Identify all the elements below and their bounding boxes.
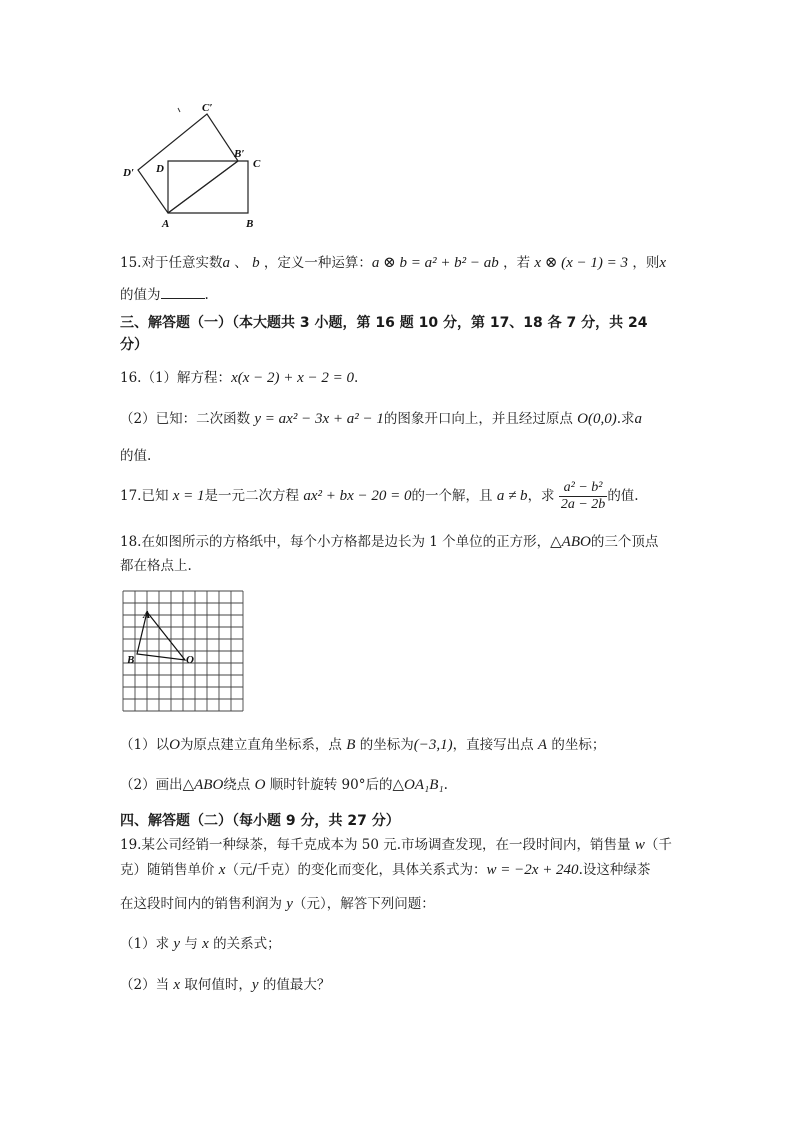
q18-part1 [120,736,605,754]
q17-denominator: 2a − 2b [560,497,606,512]
q18-text: （2）画出 [120,777,183,793]
q19-var-w: w [634,837,645,853]
q19-text: 在这段时间内的销售利润为 [120,896,287,912]
label-c: C [253,158,261,170]
q19-var-y: y [173,936,181,952]
q19-text: （2）当 [120,977,174,993]
q15-text: ，则 [628,255,660,271]
q15-op-eq: x ⊗ (x − 1) = 3 [534,255,629,271]
edge-mark [178,108,180,112]
q18-var-o: O [169,737,180,753]
q19-line3 [120,895,435,913]
section3-heading-line1: 三、解答题（一）（本大题共 3 小题，第 16 题 10 分，第 17、18 各 7 分，共 24 [120,315,648,331]
label-b: B [246,218,254,230]
q19-text: 取何值时， [180,977,252,993]
label-c-prime: C′ [202,102,213,114]
q17-text: 的值. [607,488,639,504]
q15-text: ，定义一种运算： [259,255,372,271]
answer-blank[interactable] [161,286,205,299]
q16-text: .求 [616,411,635,427]
q18-text: 的坐标； [547,737,606,753]
q16-equation: x(x − 2) + x − 2 = 0 [231,370,355,386]
label-a: A [162,218,170,230]
q18-text: （1）以 [120,737,170,753]
q18-triangle: △ABO [550,534,591,550]
q19-line2 [120,861,650,879]
q15-line2 [120,286,209,304]
grid-label-a: A [143,609,151,621]
rect-abcd [168,161,248,213]
q18-text: 18.在如图所示的方格纸中，每个小方格都是边长为 1 个单位的正方形， [120,534,551,550]
section4-heading-text: 四、解答题（二）（每小题 9 分，共 27 分） [120,813,400,829]
q15-text: 15.对于任意实数 [120,255,223,271]
q19-part1 [120,935,281,953]
q17-condition: x = 1 [172,488,205,504]
q16-point: O(0,0) [577,411,617,427]
q19-text: .设这种绿茶 [578,862,651,878]
q19-text: 19.某公司经销一种绿茶，每千克成本为 50 元.市场调查发现，在一段时间内，销售量 [120,837,635,853]
q15-text: 的值为 [120,287,161,303]
q18-var-b: B [346,737,356,753]
q19-text: （元），解答下列问题： [292,896,435,912]
label-b-prime: B′ [234,148,245,160]
q17-text: 是一元二次方程 [204,488,304,504]
q18-triangle: △ABO [182,777,224,793]
q18-text: 顺时针旋转 90°后的 [265,777,393,793]
q16-var-a: a [634,411,643,427]
q19-text: （1）求 [120,936,174,952]
q18-text: 都在格点上. [120,558,192,574]
q18-text: 的坐标为 [355,737,414,753]
q18-line1 [120,533,658,551]
q18-text: ，直接写出点 [452,737,538,753]
q19-text: （千 [644,837,672,853]
q16-text: 16.（1）解方程： [120,370,232,386]
q18-var-o: O [254,777,266,793]
q16-function: y = ax² − 3x + a² − 1 [254,411,384,427]
q18-line2 [120,557,192,575]
q19-var-x: x [218,862,226,878]
segment-db [168,161,238,213]
q19-var-x: x [173,977,181,993]
label-d-prime: D′ [123,167,135,179]
q16-part2-cont [120,447,151,465]
q18-text: 绕点 [223,777,255,793]
q17-equation: ax² + bx − 20 = 0 [303,488,412,504]
q15-text: . [204,287,209,303]
q18-text: . [443,777,448,793]
q16-text: 的值. [120,448,152,464]
q19-part2 [120,976,330,994]
q19-var-y: y [286,896,293,912]
q17 [120,478,639,514]
q17-numerator: a² − b² [559,480,607,497]
q18-coord: (−3,1) [413,737,453,753]
q17-text: 的一个解，且 [411,488,497,504]
q17-fraction [559,480,607,513]
grid-figure [118,588,248,718]
q18-text: 的三个顶点 [590,534,659,550]
q16-text: （2）已知：二次函数 [120,411,255,427]
q16-part1 [120,369,358,387]
q19-text: 与 [180,936,203,952]
section3-heading-cont [120,336,148,354]
q16-text: . [354,370,359,386]
q16-text: 的图象开口向上，并且经过原点 [383,411,578,427]
q19-text: （元/千克）的变化而变化，具体关系式为： [225,862,487,878]
q19-text: 克）随销售单价 [120,862,219,878]
section3-heading [120,314,648,332]
q19-text: 的关系式； [208,936,281,952]
q17-text: 17.已知 [120,488,173,504]
q19-equation: w = −2x + 240 [486,862,579,878]
q15-op-def: a ⊗ b = a² + b² − ab [371,255,499,271]
q15-sep: 、 [229,255,253,271]
grid-label-b: B [127,654,135,666]
q19-var-x: x [202,936,209,952]
q16-part2 [120,410,642,428]
q18-part2 [120,776,448,794]
q19-var-y: y [251,977,259,993]
label-d: D [156,163,164,175]
q18-text: 为原点建立直角坐标系，点 [179,737,347,753]
grid-label-o: O [186,654,194,666]
rotation-figure [118,100,278,235]
q18-var-a: A [537,737,548,753]
q18-triangle-rotated: △OA₁B₁ [392,777,444,793]
section4-heading [120,812,400,830]
q19-text: 的值最大？ [258,977,331,993]
q19-line1 [120,836,672,854]
q15-var-x: x [659,255,666,271]
q15-line1 [120,254,666,272]
section3-heading-line2: 分） [120,337,148,353]
q17-inequality: a ≠ b [496,488,528,504]
q17-text: ，求 [527,488,559,504]
q15-var-b: b [252,255,260,271]
q15-var-a: a [222,255,230,271]
q15-text: ，若 [498,255,535,271]
